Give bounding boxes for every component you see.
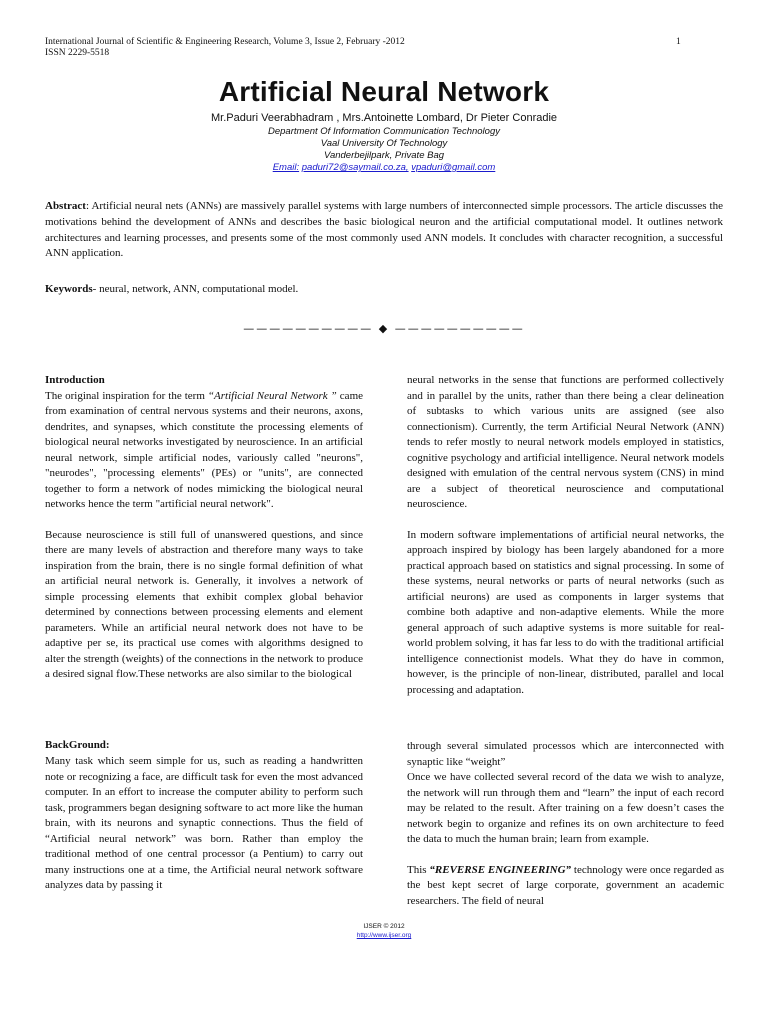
introduction-paragraph-2: Because neuroscience is still full of unanswered questions, and since there are many levels of abstraction and therefore many ways to take inspiration from the brain, there is no single formal definition of what an artificial neural network is. Generally, it involves a network of simple processing elements that exhibit complex global behavior determined by connections between processing elements and element parameters. While an artificial neural network does not have to be adaptive per se, its practical use comes with algorithms designed to alter the strength (weights) of the connections in the network to produce a desired signal flow.These networks are also similar to the biological — [45, 528, 363, 680]
introduction-paragraph-4: In modern software implementations of artificial neural networks, the approach inspired by biology has been largely abandoned for a more practical approach based on statistics and signal processing. In some of these systems, neural networks or parts of neural networks (such as artificial neurons) are used as components in larger systems that combine both adaptive and non-adaptive elements. While the more general approach of such adaptive systems is more suitable for real-world problem solving, it has far less to do with the traditional artificial intelligence connectionist models. What they do have in common, however, is the principle of non-linear, distributed, parallel and local processing and adaptation. — [407, 528, 724, 696]
background-paragraph-4 — [407, 863, 724, 910]
issn: ISSN 2229-5518 — [45, 48, 110, 58]
email-label: Email: — [272, 162, 300, 173]
email-link-1[interactable]: paduri72@saymail.co.za, — [301, 162, 409, 173]
page-number: 1 — [676, 37, 681, 47]
abstract-label: Abstract — [45, 200, 86, 212]
background-heading: BackGround: — [45, 739, 110, 751]
background-paragraph-2: through several simulated processos which are interconnected with synaptic like “weight” — [407, 740, 724, 768]
introduction-left-column — [45, 373, 363, 683]
abstract-text: : Artificial neural nets (ANNs) are massively parallel systems with large numbers of interconnected simple processors. The article discusses the motivations behind the development of ANNs and describes the basic biological neuron and the artificial computational model. It outlines network architectures and learning processes, and presents some of the most commonly used ANN models. It concludes with character recognition, a successful ANN application. — [45, 200, 723, 260]
paper-title: Artificial Neural Network — [218, 76, 550, 107]
bg-p4-term: “REVERSE ENGINEERING” — [429, 863, 572, 876]
authors: Mr.Paduri Veerabhadram , Mrs.Antoinette Lombard, Dr Pieter Conradie — [210, 112, 558, 124]
department: Department Of Information Communication Technology — [268, 126, 500, 137]
background-right-column — [407, 739, 724, 909]
copyright: IJSER © 2012 — [363, 923, 405, 930]
journal-citation: International Journal of Scientific & Engineering Research, Volume 3, Issue 2, February -2012 — [45, 37, 405, 47]
bg-p4-text-a: This — [407, 863, 430, 876]
bg-p4-text-b: technology were once regarded as the best kept secret of large corporate, government an academic researchers. The field of neural — [407, 863, 724, 907]
introduction-heading: Introduction — [45, 374, 105, 386]
introduction-right-column — [407, 373, 724, 698]
journal-header — [45, 37, 405, 59]
page-footer — [0, 922, 768, 940]
footer-url-link[interactable]: http://www.ijser.org — [356, 932, 412, 939]
intro-p1-text-b: came from examination of central nervous systems and their neurons, axons, dendrites, and synapses, which constitute the processing elements of biological neural networks investigated by neuroscience. In an artificial neural network, simple artificial nodes, variously called "neurons", "neurodes", "processing elements" (PEs) or "units", are connected together to form a network of nodes mimicking the biological neural networks hence the term "artificial neural network". — [45, 389, 364, 510]
university: Vaal University Of Technology — [320, 138, 448, 149]
affiliation — [0, 126, 768, 174]
email-line — [0, 162, 768, 174]
keywords-text: - neural, network, ANN, computational model. — [92, 283, 299, 295]
introduction-paragraph-1 — [45, 389, 363, 513]
address: Vanderbejilpark, Private Bag — [323, 150, 445, 161]
abstract — [45, 199, 723, 262]
introduction-paragraph-3: neural networks in the sense that functions are performed collectively and in parallel by the units, rather than there being a clear delineation of subtasks to which various units are assigned (see also connectionism). Currently, the term Artificial Neural Network (ANN) tends to refer mostly to neural network models employed in statistics, cognitive psychology and artificial intelligence. Neural network models designed with emulation of the central nervous system (CNS) in mind are a subject of theoretical neuroscience and computational neuroscience. — [407, 374, 724, 510]
background-paragraph-1: Many task which seem simple for us, such as reading a handwritten note or recognizing a face, are difficult task for even the most advanced computer. In an effort to increase the computer ability to perform such task, programmers began designing software to act more like the human brain, with its neurons and synaptic connections. Thus the field of “Artificial neural network” was born. Rather than employ the traditional method of one central processor (a Pentium) to carry out many instructions one at a time, the Artificial neural network software analyzes data by passing it — [45, 755, 363, 891]
intro-p1-text-a: The original inspiration for the term — [45, 389, 208, 402]
keywords — [45, 283, 723, 295]
section-separator: —————————— ◆ —————————— — [243, 322, 525, 335]
background-left-column — [45, 754, 363, 894]
intro-p1-term: “Artificial Neural Network ” — [207, 389, 337, 402]
keywords-label: Keywords — [45, 283, 93, 295]
email-link-2[interactable]: vpaduri@gmail.com — [411, 162, 496, 173]
background-paragraph-3: Once we have collected several record of the data we wish to analyze, the network will run through them and “learn” the input of each record may be related to the result. After training on a few doesn’t cases the network begin to organize and refines its on own architecture to feed the data to much the human brain; learn from example. — [407, 771, 724, 845]
